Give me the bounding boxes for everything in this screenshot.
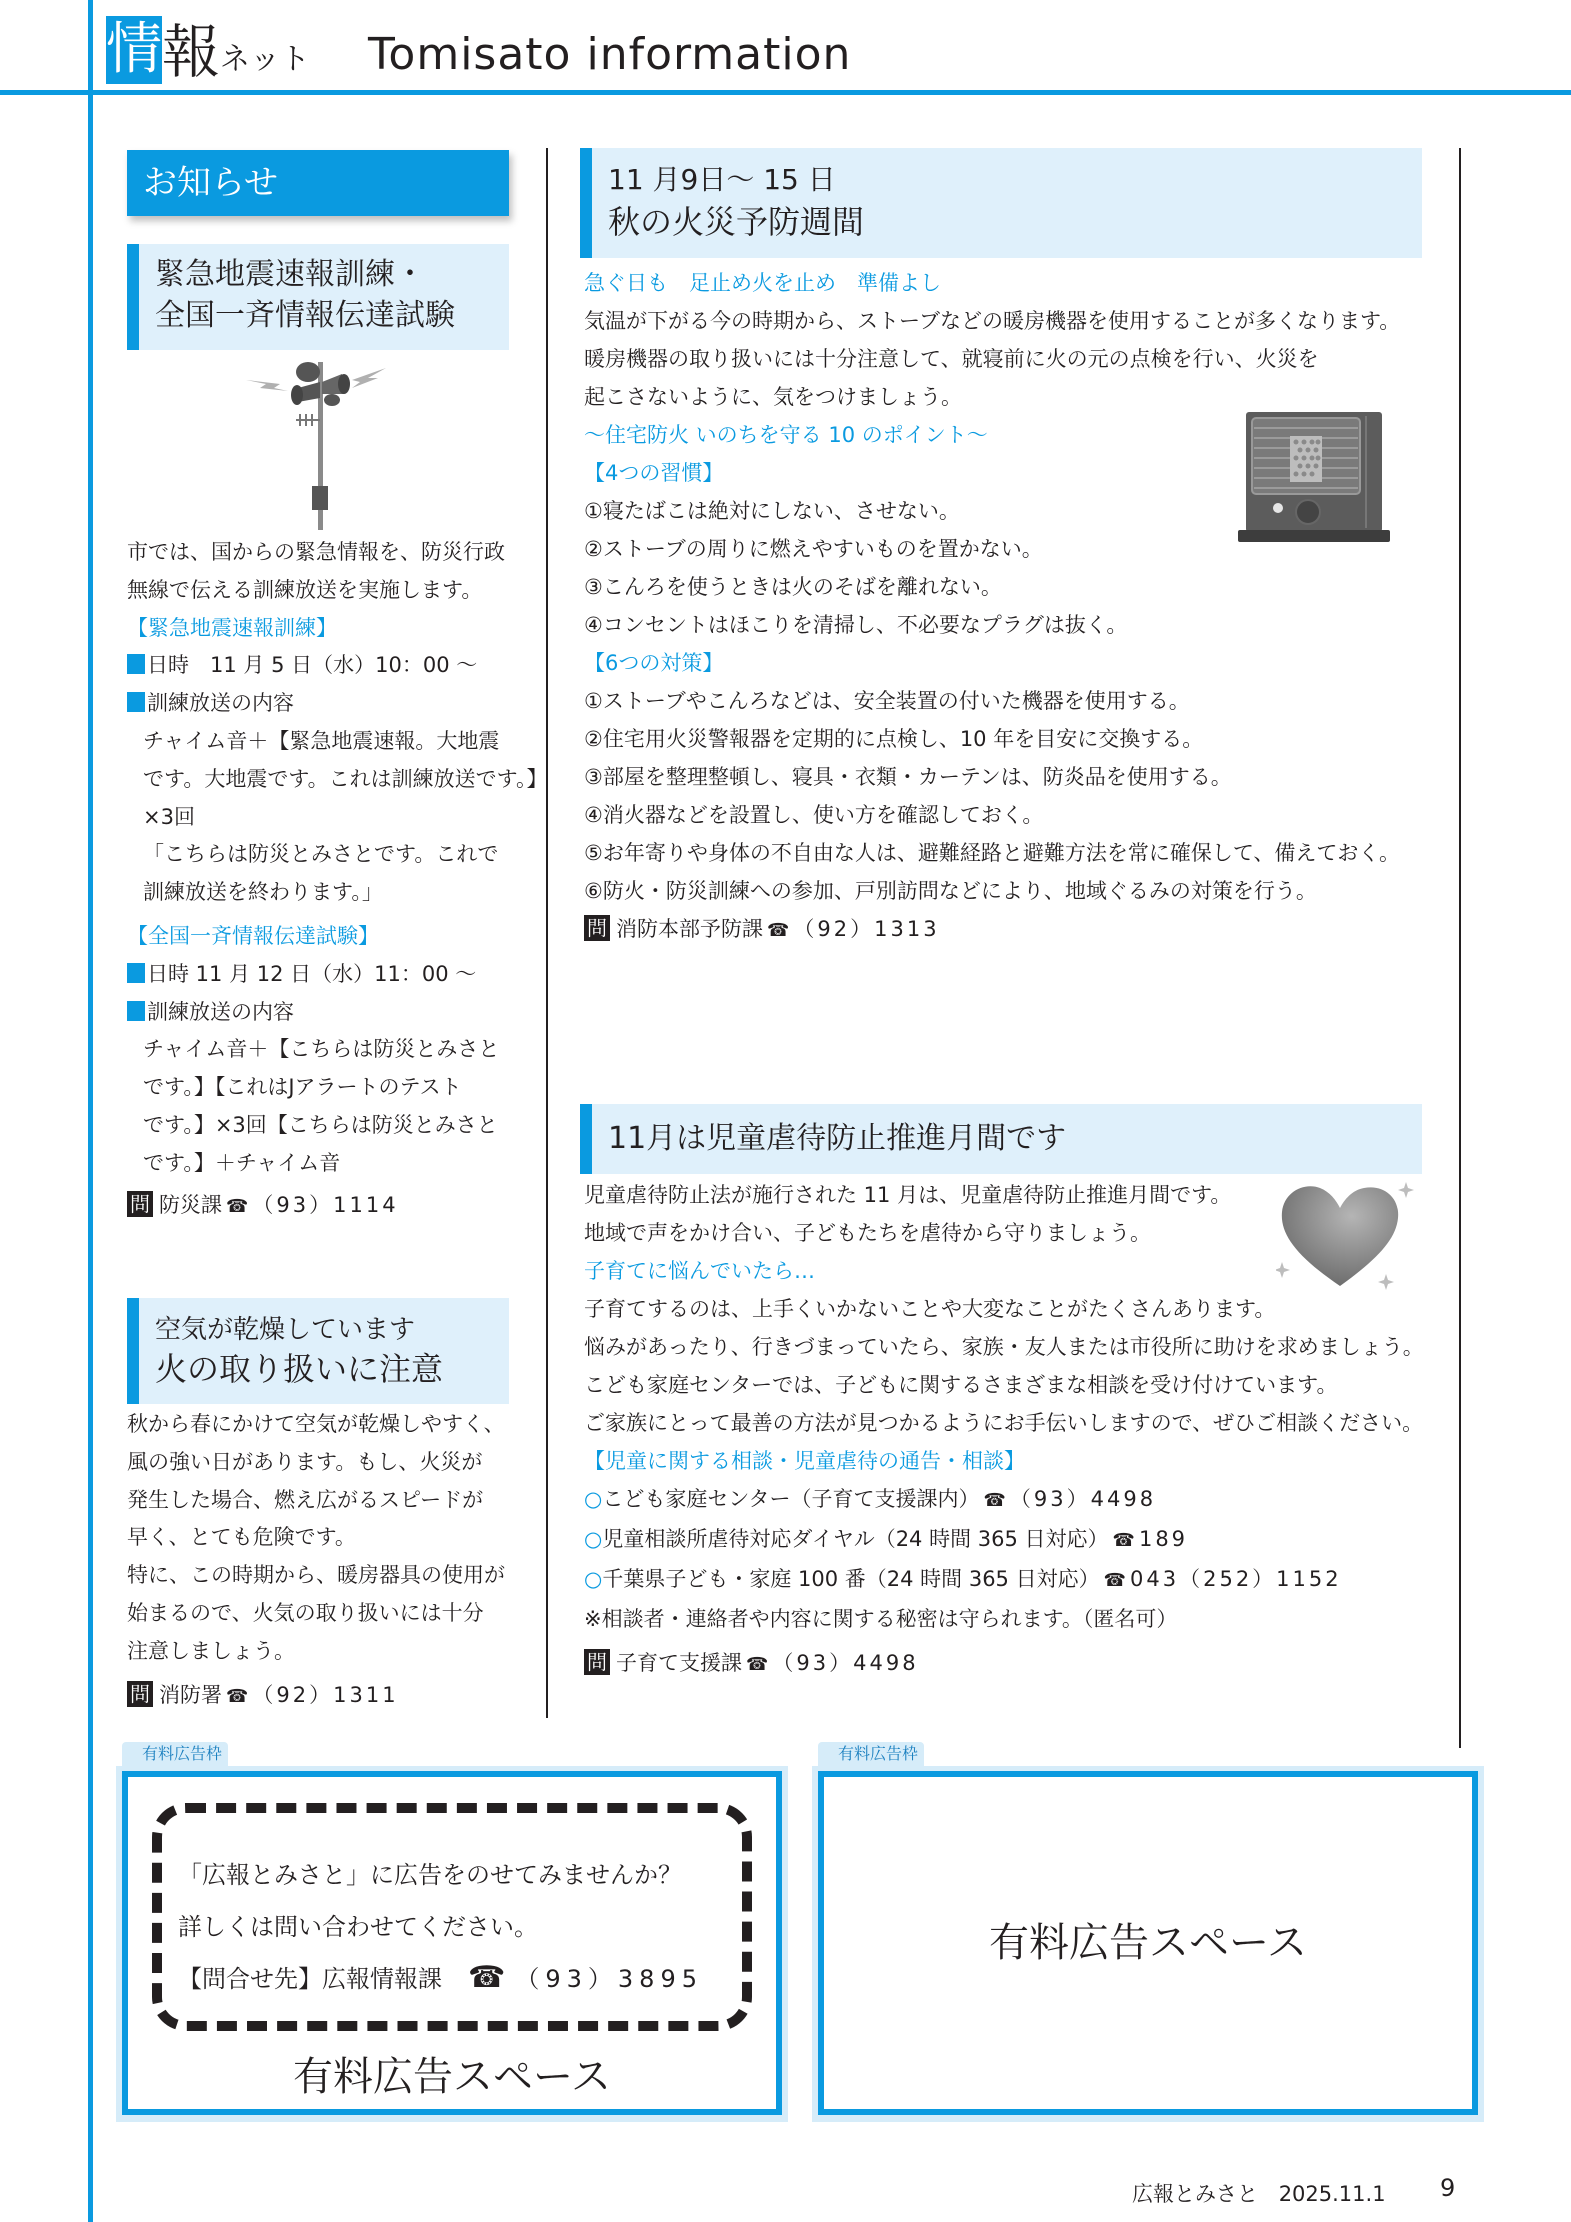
contact-phone: （92）1311 [252, 1682, 399, 1707]
habit-item: ③こんろを使うときは火のそばを離れない。 [584, 575, 1002, 599]
measures-heading: 【6つの対策】 [584, 651, 724, 675]
ad-box-right [818, 1771, 1478, 2115]
dry-title-line1: 空気が乾燥しています [155, 1315, 416, 1345]
child-abuse-heading [580, 1104, 1422, 1174]
fire-intro-line: 暖房機器の取り扱いには十分注意して、就寝前に火の元の点検を行い、火災を [584, 347, 1319, 371]
contact-child-support [584, 1644, 1424, 1684]
ad-tab-label: 有料広告枠 [818, 1742, 924, 1768]
dry-body-line: 風の強い日があります。もし、火災が [127, 1449, 483, 1474]
measure-item: ②住宅用火災警報器を定期的に点検し、10 年を目安に交換する。 [584, 727, 1204, 751]
phone-icon: ☎ [468, 1960, 506, 1995]
contact-disaster-prevention [127, 1187, 547, 1226]
ad-space-label: 有料広告スペース [293, 2054, 611, 2100]
fire-points-title: ～住宅防火 いのちを守る 10 のポイント～ [584, 423, 988, 447]
dry-body-line: 発生した場合、燃え広がるスピードが [127, 1487, 484, 1512]
ad-contact-phone: （93）3895 [515, 1965, 703, 1993]
measure-item: ③部屋を整理整頓し、寝具・衣類・カーテンは、防炎品を使用する。 [584, 765, 1232, 789]
circle-bullet-icon: ○ [584, 1567, 603, 1591]
confidentiality-note: ※相談者・連絡者や内容に関する秘密は守られます。（匿名可） [584, 1607, 1178, 1631]
publication-name: 広報とみさと [1132, 2182, 1258, 2206]
inquiry-badge-icon: 問 [584, 915, 610, 941]
ad-contact [178, 1959, 703, 1995]
dry-air-body [127, 1406, 505, 1715]
masthead-english: Tomisato information [368, 29, 852, 80]
child-body-line: 子育てするのは、上手くいかないことや大変なことがたくさんあります。 [584, 1297, 1276, 1321]
habit-item: ①寝たばこは絶対にしない、させない。 [584, 499, 960, 523]
dry-body-line: 早く、とても危険です。 [127, 1525, 356, 1550]
dry-body-line: 特に、この時期から、暖房器具の使用が [127, 1563, 505, 1588]
earthquake-intro-line: 市では、国からの緊急情報を、防災行政 [127, 540, 505, 564]
measure-item: ⑥防火・防災訓練への参加、戸別訪問などにより、地域ぐるみの対策を行う。 [584, 879, 1317, 903]
measure-item: ①ストーブやこんろなどは、安全装置の付いた機器を使用する。 [584, 689, 1190, 713]
phone-icon: ☎ [983, 1490, 1006, 1511]
child-body-line: 悩みがあったり、行きづまっていたら、家族・友人または市役所に助けを求めましょう。 [584, 1335, 1424, 1359]
bullet-square-icon [127, 692, 145, 712]
earthquake-intro-line: 無線で伝える訓練放送を実施します。 [127, 577, 483, 602]
dry-title-line2: 火の取り扱いに注意 [155, 1350, 444, 1388]
habits-heading: 【4つの習慣】 [584, 461, 724, 485]
broadcast-content-line: 訓練放送を終わります。」 [143, 880, 383, 905]
fire-title-main: 秋の火災予防週間 [608, 203, 865, 241]
phone-icon: ☎ [1112, 1530, 1135, 1551]
content-label-text: 訓練放送の内容 [147, 691, 294, 716]
contact-dept: 消防本部予防課 [616, 917, 763, 941]
consult-item [584, 1560, 1424, 1600]
dry-body-line: 秋から春にかけて空気が乾燥しやすく、 [127, 1412, 505, 1436]
contact-fire-station [127, 1677, 505, 1716]
ad-line: 「広報とみさと」に広告をのせてみませんか？ [178, 1861, 682, 1889]
ad-space-label: 有料広告スペース [989, 1920, 1307, 1966]
contact-dept: 子育て支援課 [616, 1651, 742, 1675]
earthquake-drill-content-label [127, 685, 547, 723]
earthquake-title-line1: 緊急地震速報訓練・ [155, 257, 425, 292]
inquiry-badge-icon: 問 [584, 1649, 610, 1675]
dry-air-heading [127, 1298, 509, 1404]
consult-heading: 【児童に関する相談・児童虐待の通告・相談】 [584, 1449, 1025, 1473]
broadcast-content-line: チャイム音＋【こちらは防災とみさと [143, 1037, 500, 1062]
page-frame-horizontal-line [0, 90, 1571, 95]
broadcast-content-line: です。大地震です。これは訓練放送です。】 [143, 766, 548, 791]
inquiry-badge-icon: 問 [127, 1681, 153, 1707]
broadcast-content-line: です。】＋チャイム音 [143, 1150, 341, 1175]
fire-title-dates: 11 月9日～ 15 日 [608, 163, 836, 196]
sub-heading-jalert-test: 【全国一斉情報伝達試験】 [127, 923, 379, 948]
earthquake-body [127, 534, 547, 1225]
consult-phone: 189 [1138, 1527, 1189, 1551]
fire-week-body [584, 264, 1400, 950]
child-title: 11月は児童虐待防止推進月間です [608, 1121, 1067, 1156]
fire-week-heading [580, 148, 1422, 258]
broadcast-content-line: です。】【これはJアラートのテスト [143, 1075, 462, 1100]
contact-dept: 防災課 [159, 1192, 222, 1217]
measure-item: ④消火器などを設置し、使い方を確認しておく。 [584, 803, 1044, 827]
bullet-square-icon [127, 963, 145, 983]
contact-fire-prevention [584, 910, 1400, 950]
habit-item: ②ストーブの周りに燃えやすいものを置かない。 [584, 537, 1043, 561]
inquiry-badge-icon: 問 [127, 1191, 153, 1217]
publication-date: 2025.11.1 [1278, 2182, 1386, 2206]
ad-tab-label: 有料広告枠 [122, 1742, 228, 1768]
stove-heater-icon [1238, 408, 1390, 546]
dry-body-line: 注意しましょう。 [127, 1638, 295, 1663]
datetime-text: 日時 11 月 5 日（水）10：00 ～ [147, 653, 478, 678]
contact-phone: （93）4498 [772, 1651, 919, 1675]
consult-label: 千葉県子ども・家庭 100 番（24 時間 365 日対応） [602, 1567, 1100, 1591]
phone-icon: ☎ [1103, 1570, 1127, 1591]
contact-phone: （93）1114 [252, 1192, 399, 1217]
bullet-square-icon [127, 654, 145, 674]
ad-line: 詳しくは問い合わせてください。 [178, 1913, 538, 1941]
consult-item [584, 1520, 1424, 1560]
masthead [106, 12, 851, 88]
habit-item: ④コンセントはほこりを清掃し、不必要なプラグは抜く。 [584, 613, 1128, 637]
fire-intro-line: 起こさないように、気をつけましょう。 [584, 385, 962, 409]
fire-intro-line: 気温が下がる今の時期から、ストーブなどの暖房機器を使用することが多くなります。 [584, 309, 1401, 333]
masthead-net: ネット [220, 42, 311, 77]
earthquake-drill-datetime [127, 647, 547, 685]
broadcast-content-line: ×3回 [143, 804, 195, 829]
dry-body-line: 始まるので、火気の取り扱いには十分 [127, 1600, 484, 1625]
sub-heading-earthquake-drill: 【緊急地震速報訓練】 [127, 615, 337, 640]
consult-label: 児童相談所虐待対応ダイヤル（24 時間 365 日対応） [602, 1527, 1109, 1551]
ad-contact-label: 【問合せ先】広報情報課 [178, 1965, 442, 1993]
earthquake-title-line2: 全国一斉情報伝達試験 [155, 298, 455, 333]
child-intro-line: 児童虐待防止法が施行された 11 月は、児童虐待防止推進月間です。 [584, 1183, 1232, 1207]
loudspeaker-pole-icon [240, 358, 400, 533]
consult-phone: 043（252）1152 [1130, 1567, 1342, 1591]
masthead-ho: 報 [162, 18, 221, 86]
phone-icon: ☎ [767, 920, 790, 941]
consult-item [584, 1480, 1424, 1520]
measure-item: ⑤お年寄りや身体の不自由な人は、避難経路と避難方法を常に確保して、備えておく。 [584, 841, 1400, 865]
earthquake-heading [127, 244, 509, 350]
datetime-text: 日時 11 月 12 日（水）11：00 ～ [147, 961, 477, 986]
child-body-line: ご家族にとって最善の方法が見つかるようにお手伝いしますので、ぜひご相談ください。 [584, 1411, 1424, 1435]
child-body-line: こども家庭センターでは、子どもに関するさまざまな相談を受け付けています。 [584, 1373, 1338, 1397]
child-sub-heading: 子育てに悩んでいたら… [584, 1259, 815, 1283]
heart-icon [1276, 1178, 1416, 1298]
broadcast-content-line: です。】×3回【こちらは防災とみさと [143, 1112, 498, 1137]
contact-dept: 消防署 [159, 1682, 222, 1707]
child-intro-line: 地域で声をかけ合い、子どもたちを虐待から守りましょう。 [584, 1221, 1151, 1245]
phone-icon: ☎ [226, 1195, 249, 1217]
broadcast-content-line: 「こちらは防災とみさとです。これで [143, 842, 499, 867]
section-label-oshirase: お知らせ [127, 150, 509, 216]
page-frame-vertical-line [88, 0, 93, 2222]
footer-publication [1132, 2178, 1386, 2208]
contact-phone: （92）1313 [793, 917, 940, 941]
content-label-text: 訓練放送の内容 [147, 999, 294, 1024]
consult-label: こども家庭センター（子育て支援課内） [602, 1487, 980, 1511]
page-number: 9 [1440, 2174, 1456, 2202]
broadcast-content-line: チャイム音＋【緊急地震速報。大地震 [143, 728, 500, 753]
bullet-square-icon [127, 1001, 145, 1021]
phone-icon: ☎ [746, 1654, 769, 1675]
circle-bullet-icon: ○ [584, 1527, 603, 1551]
circle-bullet-icon: ○ [584, 1487, 603, 1511]
ad-box-left [122, 1771, 782, 2115]
column-divider-right [1459, 148, 1461, 1748]
jalert-content-label [127, 994, 547, 1032]
masthead-jo: 情 [106, 17, 162, 82]
jalert-datetime [127, 956, 547, 994]
phone-icon: ☎ [226, 1685, 249, 1707]
consult-phone: （93）4498 [1009, 1487, 1157, 1511]
fire-slogan: 急ぐ日も 足止め火を止め 準備よし [584, 271, 941, 295]
